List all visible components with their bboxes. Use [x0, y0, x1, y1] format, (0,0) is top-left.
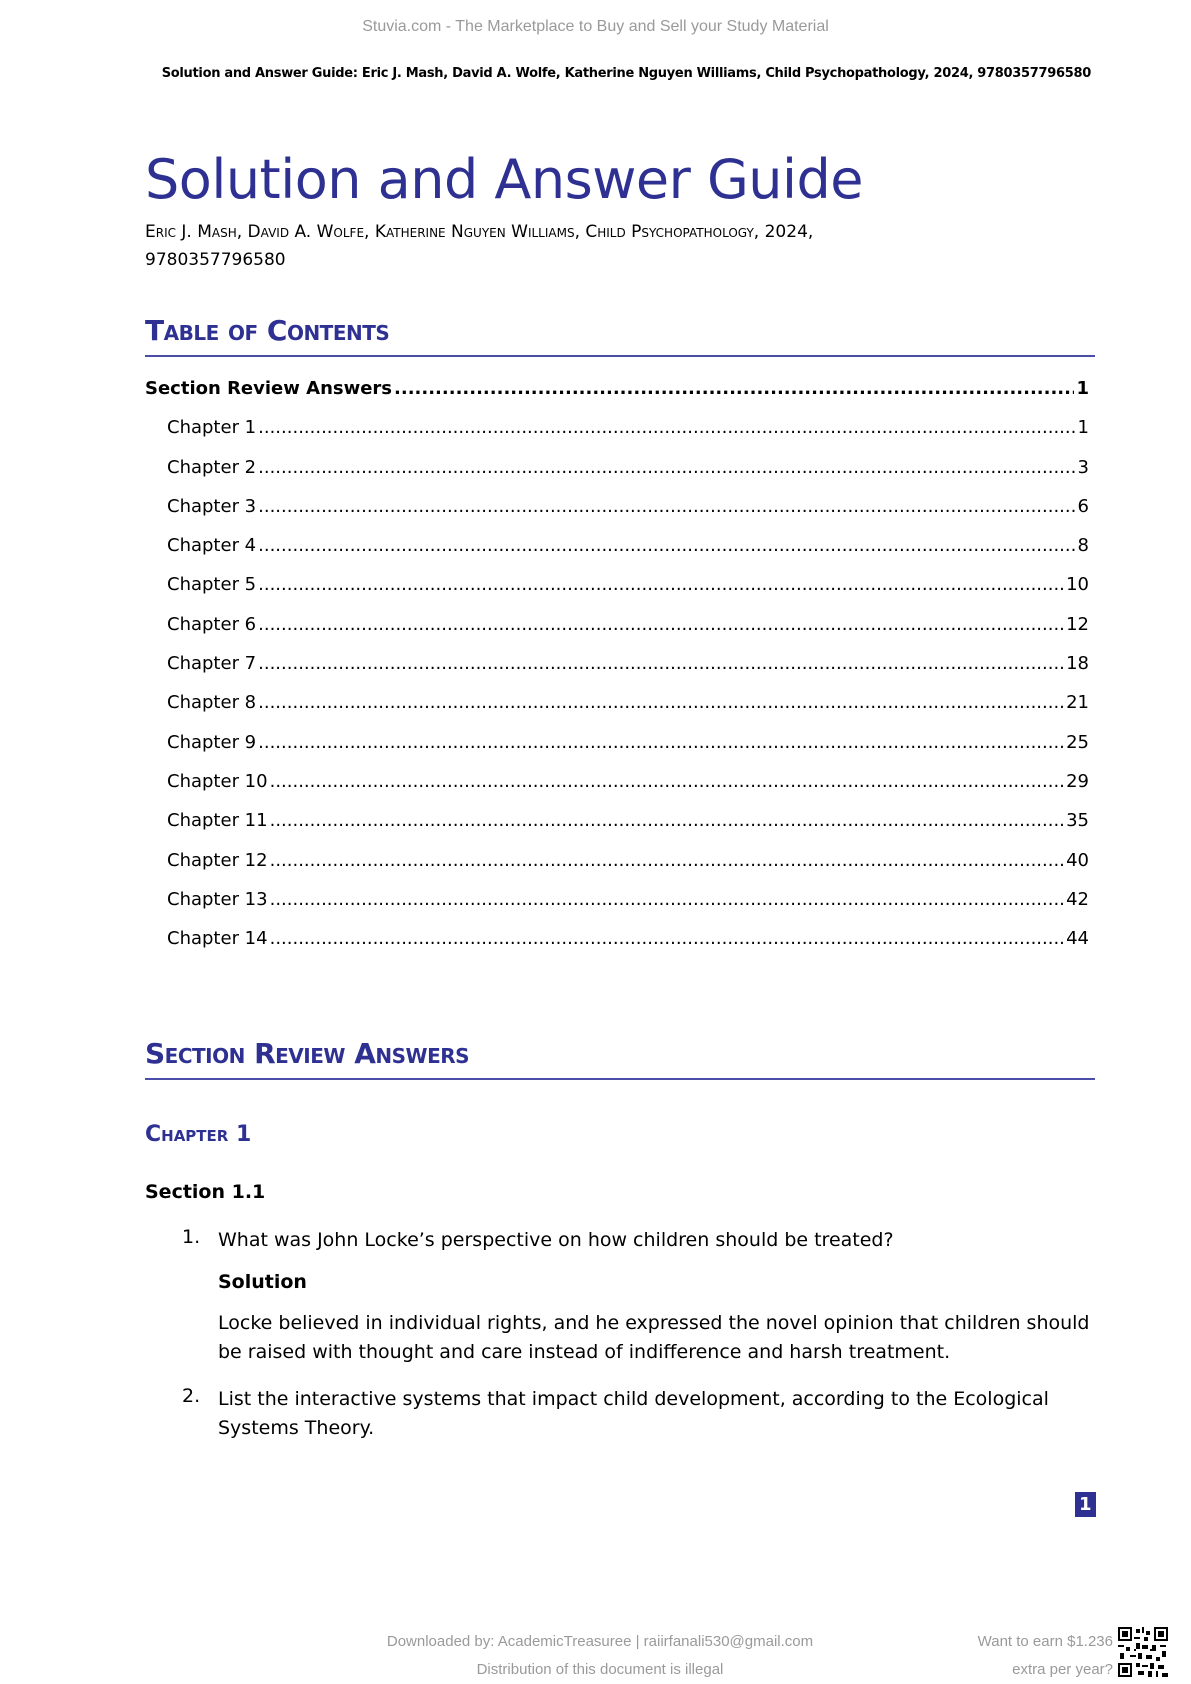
toc-entry-page: 8 — [1077, 535, 1089, 557]
downloaded-by-text: Downloaded by: AcademicTreasuree | raiirfanali530@gmail.com — [386, 1633, 814, 1650]
toc-entry-page: 25 — [1066, 731, 1089, 753]
toc-entry-label: Chapter 9 — [167, 731, 257, 753]
toc-entry[interactable] — [145, 496, 1089, 535]
toc-dot-leader — [270, 771, 1065, 792]
toc-entry-page: 29 — [1066, 770, 1089, 792]
question-text: List the interactive systems that impact child development, according to the Ecological Systems Theory. — [218, 1388, 1049, 1439]
toc-entry-label: Chapter 12 — [167, 849, 268, 871]
question-number: 2. — [182, 1385, 201, 1407]
document-title: Solution and Answer Guide — [145, 148, 864, 211]
toc-dot-leader — [258, 653, 1064, 674]
toc-dot-leader — [270, 850, 1065, 871]
toc-dot-leader — [258, 457, 1075, 478]
toc-entry[interactable] — [145, 850, 1089, 889]
toc-entry[interactable] — [145, 732, 1089, 771]
toc-dot-leader — [270, 928, 1065, 949]
toc-entry[interactable] — [145, 457, 1089, 496]
earn-promo-line1: Want to earn $1.236 — [977, 1633, 1113, 1650]
running-header: Solution and Answer Guide: Eric J. Mash, David A. Wolfe, Katherine Nguyen Williams, Child Psychopathology, 2024, 9780357796580 — [161, 66, 1091, 81]
toc-entry[interactable] — [145, 417, 1089, 456]
download-watermark — [370, 1628, 830, 1684]
toc-entry[interactable] — [145, 653, 1089, 692]
question-item — [145, 1385, 1095, 1443]
question-number: 1. — [182, 1226, 201, 1248]
toc-entry-page: 18 — [1066, 653, 1089, 675]
toc-entry-label: Chapter 11 — [167, 810, 268, 832]
table-of-contents — [145, 378, 1089, 967]
toc-entry-label: Chapter 13 — [167, 888, 268, 910]
toc-dot-leader — [270, 810, 1065, 831]
toc-entry-label: Chapter 1 — [167, 417, 257, 439]
section-review-heading: Section Review Answers — [145, 1037, 1095, 1080]
toc-entry-page: 40 — [1066, 849, 1089, 871]
toc-entry-section[interactable] — [145, 378, 1089, 417]
toc-entry-page: 6 — [1077, 495, 1089, 517]
toc-entry-page: 44 — [1066, 928, 1089, 950]
toc-entry[interactable] — [145, 928, 1089, 967]
toc-dot-leader — [394, 378, 1074, 399]
toc-entry[interactable] — [145, 574, 1089, 613]
subsection-heading: Section 1.1 — [145, 1181, 266, 1203]
toc-entry-label: Chapter 2 — [167, 456, 257, 478]
toc-entry[interactable] — [145, 692, 1089, 731]
toc-dot-leader — [258, 417, 1075, 438]
toc-dot-leader — [270, 889, 1065, 910]
solution-label: Solution — [218, 1271, 307, 1293]
toc-entry[interactable] — [145, 535, 1089, 574]
page-number: 1 — [1075, 1492, 1096, 1517]
question-text: What was John Locke’s perspective on how children should be treated? — [218, 1229, 894, 1251]
qr-code-icon[interactable] — [1118, 1627, 1168, 1677]
toc-entry[interactable] — [145, 889, 1089, 928]
toc-dot-leader — [258, 535, 1075, 556]
earn-promo-line2: extra per year? — [1012, 1661, 1113, 1678]
toc-dot-leader — [258, 732, 1064, 753]
toc-entry-page: 1 — [1077, 417, 1089, 439]
toc-entry-label: Chapter 5 — [167, 574, 257, 596]
toc-entry-page: 3 — [1077, 456, 1089, 478]
toc-entry-page: 12 — [1066, 613, 1089, 635]
toc-entry-label: Chapter 10 — [167, 770, 268, 792]
toc-entry-label: Chapter 14 — [167, 928, 268, 950]
toc-dot-leader — [258, 692, 1064, 713]
toc-entry-page: 1 — [1076, 378, 1089, 399]
toc-entry[interactable] — [145, 771, 1089, 810]
solution-text: Locke believed in individual rights, and he expressed the novel opinion that children should be raised with thought and care instead of indifference and harsh treatment. — [218, 1312, 1090, 1363]
toc-entry-page: 35 — [1066, 810, 1089, 832]
document-subtitle — [145, 218, 1045, 274]
question-item — [145, 1226, 1095, 1367]
toc-entry-page: 21 — [1066, 692, 1089, 714]
toc-entry-label: Chapter 7 — [167, 653, 257, 675]
toc-entry-label: Section Review Answers — [145, 378, 393, 399]
toc-entry-label: Chapter 8 — [167, 692, 257, 714]
toc-entry[interactable] — [145, 810, 1089, 849]
subtitle-authors: Eric J. Mash, David A. Wolfe, Katherine Nguyen Williams, Child Psychopathology, 2024, — [145, 222, 814, 242]
toc-entry-label: Chapter 4 — [167, 535, 257, 557]
chapter-heading: Chapter 1 — [145, 1122, 252, 1147]
toc-dot-leader — [258, 574, 1064, 595]
toc-heading: Table of Contents — [145, 314, 1095, 357]
question-list — [145, 1226, 1095, 1461]
toc-entry[interactable] — [145, 614, 1089, 653]
distribution-notice: Distribution of this document is illegal — [476, 1661, 724, 1678]
toc-dot-leader — [258, 614, 1064, 635]
toc-entry-label: Chapter 3 — [167, 495, 257, 517]
toc-dot-leader — [258, 496, 1075, 517]
subtitle-isbn: 9780357796580 — [145, 250, 286, 270]
toc-entry-page: 42 — [1066, 888, 1089, 910]
toc-entry-label: Chapter 6 — [167, 613, 257, 635]
stuvia-watermark-header: Stuvia.com - The Marketplace to Buy and Sell your Study Material — [362, 18, 829, 35]
toc-entry-page: 10 — [1066, 574, 1089, 596]
earn-promo[interactable] — [900, 1628, 1113, 1684]
